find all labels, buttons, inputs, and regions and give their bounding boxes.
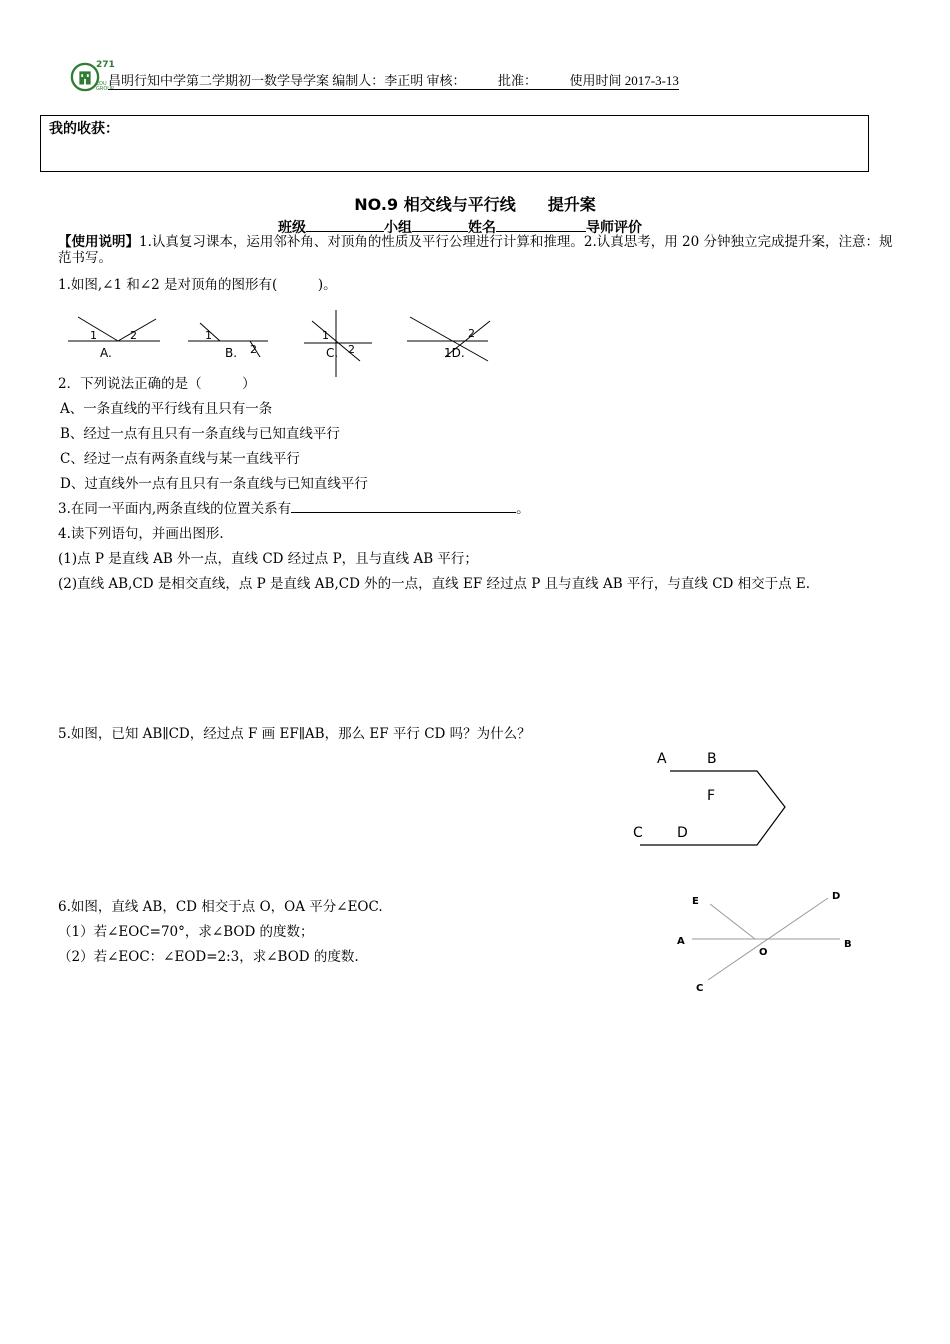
instructions bbox=[58, 234, 898, 266]
figure-c-angle-1: 1 bbox=[322, 329, 329, 342]
q3-text: 3.在同一平面内,两条直线的位置关系有 bbox=[58, 501, 292, 517]
q6-part-2: （2）若∠EOC：∠EOD=2:3，求∠BOD 的度数. bbox=[58, 949, 359, 965]
question-5: 5.如图，已知 AB∥CD，经过点 F 画 EF∥AB，那么 EF 平行 CD 吗？为什么？ bbox=[58, 726, 531, 742]
figure-c-angle-2: 2 bbox=[348, 343, 355, 356]
q5-label-b: B bbox=[707, 751, 717, 767]
figure-b-label: B. bbox=[225, 346, 238, 360]
figure-d-label: 1D. bbox=[444, 346, 465, 360]
question-4: 4.读下列语句，并画出图形. bbox=[58, 526, 224, 542]
question-6: 6.如图，直线 AB，CD 相交于点 O，OA 平分∠EOC. bbox=[58, 899, 383, 915]
question-1: 1.如图,∠1 和∠2 是对顶角的图形有( )。 bbox=[58, 277, 337, 293]
figure-a-label: A. bbox=[100, 346, 112, 360]
logo-text: 271 bbox=[96, 60, 115, 70]
group-label: 小组 bbox=[384, 220, 412, 236]
q6-label-e: E bbox=[692, 896, 699, 907]
figure-b-angle-2: 2 bbox=[250, 343, 257, 356]
q6-label-a: A bbox=[677, 936, 685, 947]
name-label: 姓名 bbox=[468, 220, 496, 236]
q6-part-1: （1）若∠EOC=70°，求∠BOD 的度数； bbox=[58, 924, 314, 940]
question-2: 2．下列说法正确的是（ ） bbox=[58, 376, 256, 392]
figure-c-label: C. bbox=[326, 346, 339, 360]
q6-label-b: B bbox=[844, 939, 852, 950]
q3-answer-blank[interactable] bbox=[291, 498, 516, 513]
q5-label-d: D bbox=[677, 825, 688, 841]
instructions-text: 1.认真复习课本，运用邻补角、对顶角的性质及平行公理进行计算和推理。2.认真思考，用 20 分钟独立完成提升案，注意：规范书写。 bbox=[58, 234, 893, 266]
q2-option-b[interactable]: B、经过一点有且只有一条直线与已知直线平行 bbox=[60, 426, 340, 442]
q2-option-c[interactable]: C、经过一点有两条直线与某一直线平行 bbox=[60, 451, 300, 467]
instructions-label: 【使用说明】 bbox=[58, 234, 139, 250]
figure-a bbox=[68, 317, 160, 360]
q5-label-c: C bbox=[633, 825, 643, 841]
q5-label-a: A bbox=[657, 751, 667, 767]
figure-d-angle-2: 2 bbox=[468, 327, 475, 340]
q6-label-d: D bbox=[832, 891, 841, 902]
q1-figures bbox=[60, 305, 500, 380]
question-3 bbox=[58, 497, 530, 517]
q2-option-a[interactable]: A、一条直线的平行线有且只有一条 bbox=[60, 401, 273, 417]
figure-b-angle-1: 1 bbox=[205, 329, 212, 342]
class-blank[interactable] bbox=[306, 217, 384, 232]
harvest-box[interactable] bbox=[40, 115, 869, 172]
figure-a-angle-2: 2 bbox=[130, 329, 137, 342]
evaluation-label: 导师评价 bbox=[586, 220, 642, 236]
class-label: 班级 bbox=[278, 220, 306, 236]
harvest-label: 我的收获： bbox=[49, 121, 119, 137]
q5-figure bbox=[625, 745, 795, 855]
figure-b bbox=[188, 323, 268, 360]
q3-end: 。 bbox=[516, 501, 530, 517]
page-header bbox=[70, 62, 750, 94]
figure-a-angle-1: 1 bbox=[90, 329, 97, 342]
figure-c bbox=[304, 310, 372, 377]
logo-subtext: EDU GROUP bbox=[96, 81, 114, 92]
q6-label-o: O bbox=[759, 947, 768, 958]
group-blank[interactable] bbox=[412, 217, 468, 232]
page-title: NO.9 相交线与平行线 提升案 bbox=[354, 195, 596, 214]
header-text: 昌明行知中学第二学期初一数学导学案 编制人：李正明 审核： 批准： 使用时间 2017-3-13 bbox=[108, 70, 679, 90]
q4-part-2: (2)直线 AB,CD 是相交直线，点 P 是直线 AB,CD 外的一点，直线 EF 经过点 P 且与直线 AB 平行，与直线 CD 相交于点 E. bbox=[58, 576, 811, 592]
q5-label-f: F bbox=[707, 788, 716, 804]
q4-part-1: (1)点 P 是直线 AB 外一点，直线 CD 经过点 P，且与直线 AB 平行； bbox=[58, 551, 478, 567]
q6-figure bbox=[670, 882, 860, 997]
figure-d bbox=[407, 317, 490, 361]
q6-label-c: C bbox=[696, 983, 704, 994]
q2-option-d[interactable]: D、过直线外一点有且只有一条直线与已知直线平行 bbox=[60, 476, 368, 492]
name-blank[interactable] bbox=[496, 217, 586, 232]
